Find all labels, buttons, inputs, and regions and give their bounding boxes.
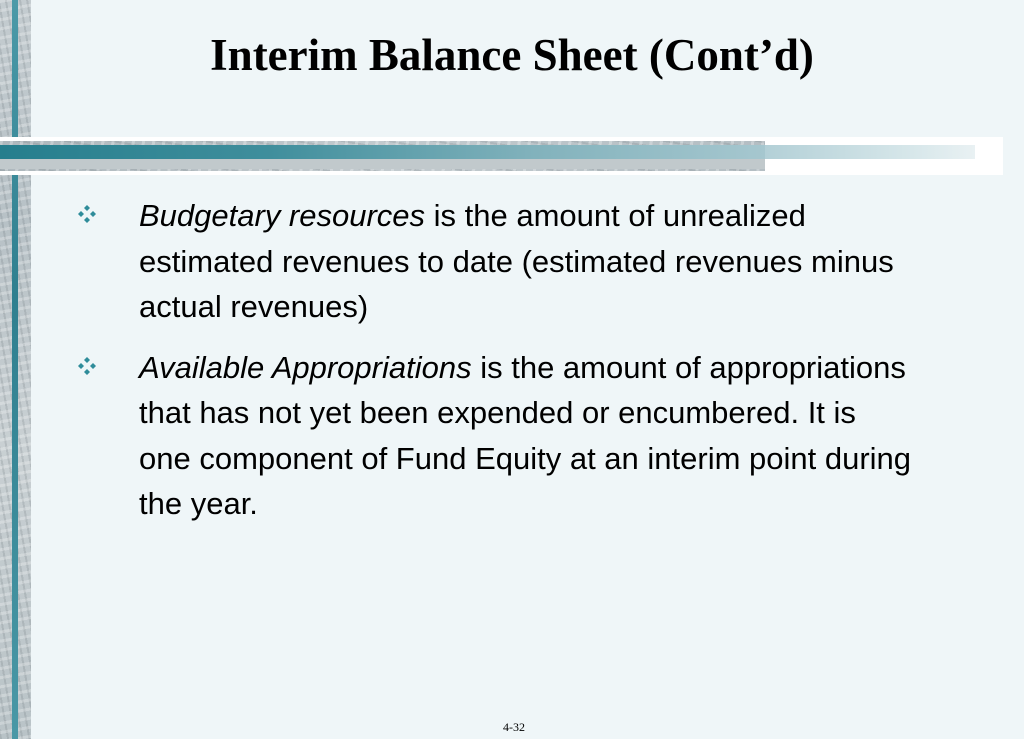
slide-title: Interim Balance Sheet (Cont’d) xyxy=(210,30,814,80)
bullet-text: is the amount of appropriations that has not yet been expended or encumbered. It is one component of Fund Equity at an interim point during the year. xyxy=(139,349,912,521)
four-diamond-bullet-icon xyxy=(78,357,96,375)
bullet-text: is the amount of unrealized estimated revenues to date (estimated revenues minus actual revenues) xyxy=(139,198,894,324)
bullet-item-available-appropriations xyxy=(74,345,914,527)
bullet-list xyxy=(74,193,914,542)
divider-teal-band xyxy=(0,145,765,159)
divider-grey-band xyxy=(0,159,765,169)
bullet-item-budgetary-resources xyxy=(74,193,914,330)
four-diamond-bullet-icon xyxy=(78,205,96,223)
slide-number: 4-32 xyxy=(503,720,525,734)
bullet-term: Budgetary resources xyxy=(139,198,426,233)
bullet-term: Available Appropriations xyxy=(139,349,472,385)
left-accent-line xyxy=(12,0,18,739)
divider-fade-band xyxy=(765,145,975,159)
title-divider-bar xyxy=(0,137,1003,175)
